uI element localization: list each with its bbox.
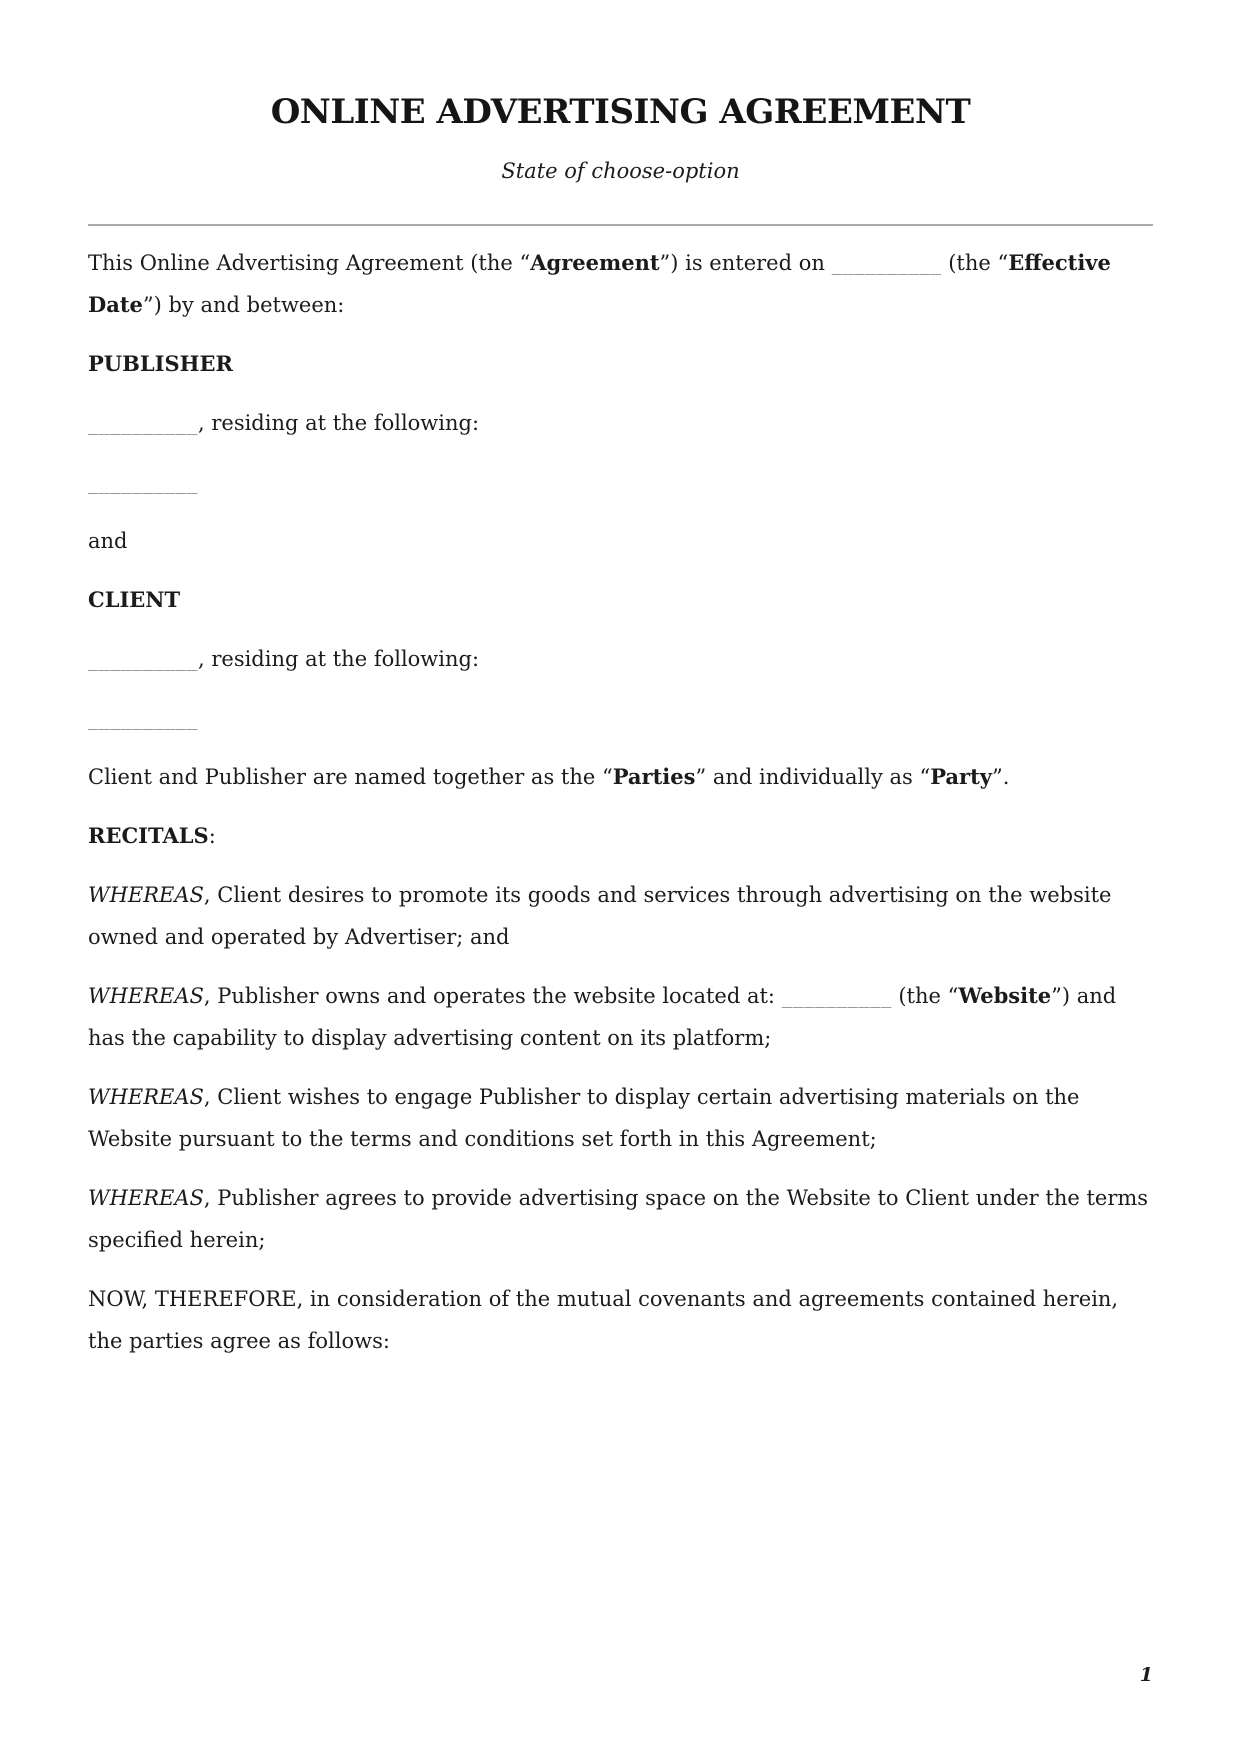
whereas-label: WHEREAS (88, 983, 204, 1008)
whereas-clause-3: WHEREAS, Client wishes to engage Publisher to display certain advertising materials on the Website pursuant to the terms and conditions set forth in this Agreement; (88, 1084, 1080, 1151)
now-therefore-paragraph: NOW, THEREFORE, in consideration of the mutual covenants and agreements contained herein, the parties agree as follows: (88, 1286, 1119, 1353)
whereas-label: WHEREAS (88, 882, 204, 907)
agreement-term: Agreement (530, 249, 660, 275)
publisher-name-line: __________, residing at the following: (88, 410, 480, 435)
client-heading: CLIENT (88, 586, 181, 612)
recitals-heading: RECITALS: (88, 822, 216, 848)
client-address-blank: __________ (88, 705, 198, 730)
publisher-name-blank: __________ (88, 410, 198, 435)
intro-text: This Online Advertising Agreement (the “ (88, 250, 531, 275)
whereas-clause-2: WHEREAS, Publisher owns and operates the website located at: __________ (the “Website”) and has the capability to display advertising content on its platform; (88, 982, 1117, 1050)
whereas-clause-1: WHEREAS, Client desires to promote its goods and services through advertising on the website owned and operated by Advertiser; and (88, 882, 1112, 949)
document-body (88, 242, 1153, 1362)
page-number: 1 (1139, 1664, 1153, 1686)
client-name-line: __________, residing at the following: (88, 646, 480, 671)
party-term: Party (930, 763, 993, 789)
publisher-address-line (88, 461, 1153, 503)
publisher-address-blank: __________ (88, 469, 198, 494)
parties-term: Parties (612, 763, 696, 789)
client-address-line (88, 697, 1153, 739)
whereas-label: WHEREAS (88, 1185, 204, 1210)
website-term: Website (958, 982, 1052, 1008)
state-subtitle: State of choose-option (501, 158, 740, 183)
publisher-heading: PUBLISHER (88, 350, 233, 376)
parties-definition-paragraph: Client and Publisher are named together as the “Parties” and individually as “Party”. (88, 763, 1010, 789)
and-connector: and (88, 528, 128, 553)
whereas-clause-4: WHEREAS, Publisher agrees to provide advertising space on the Website to Client under the terms specified herein; (88, 1185, 1149, 1252)
document-title: ONLINE ADVERTISING AGREEMENT (270, 92, 971, 132)
client-name-blank: __________ (88, 646, 198, 671)
header-divider (88, 224, 1153, 226)
effective-date-blank: __________ (831, 250, 942, 275)
effective-date-term: Effective Date (88, 249, 1111, 317)
intro-paragraph: This Online Advertising Agreement (the “Agreement”) is entered on __________ (the “Effective Date”) by and between: (88, 249, 1111, 317)
website-url-blank: __________ (781, 983, 892, 1008)
whereas-label: WHEREAS (88, 1084, 204, 1109)
